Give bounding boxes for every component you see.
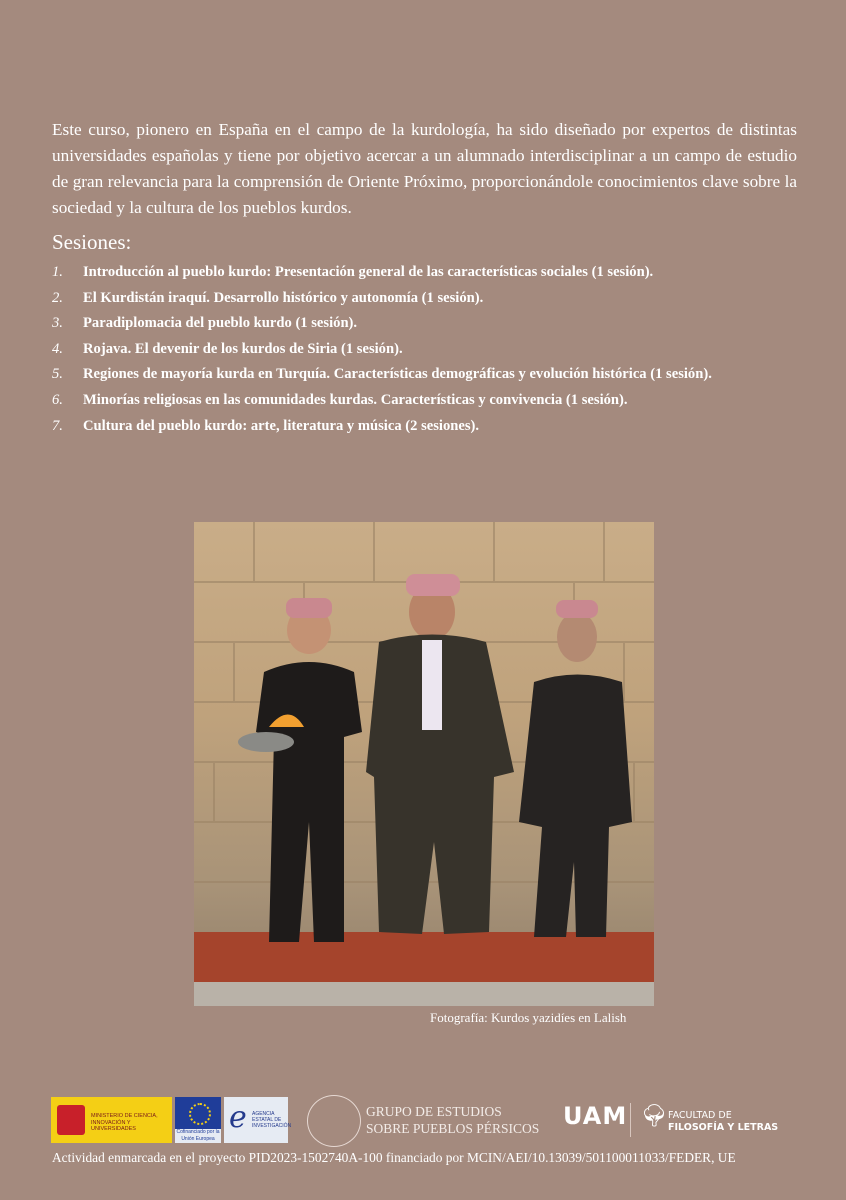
grupo-line1: GRUPO DE ESTUDIOS: [366, 1104, 502, 1119]
facultad-line2: FILOSOFÍA Y LETRAS: [668, 1122, 779, 1133]
intro-paragraph: Este curso, pionero en España en el campo de la kurdología, ha sido diseñado por expertos de distintas universidades españolas y tiene por objetivo acercar a un alumnado interdisciplinar a un campo de estudio de gran relevancia para la comprensión de Oriente Próximo, proporcionándole conocimientos clave sobre la sociedad y la cultura de los pueblos kurdos.: [52, 120, 797, 218]
session-item: [52, 418, 712, 444]
funding-footer: Actividad enmarcada en el proyecto PID2023-1502740A-100 financiado por MCIN/AEI/10.13039/501100011033/FEDER, UE: [52, 1150, 736, 1165]
session-text: Rojava. El devenir de los kurdos de Siria (1 sesión).: [83, 340, 403, 357]
eu-text: Cofinanciado por la Unión Europea: [176, 1129, 220, 1142]
session-text: El Kurdistán iraquí. Desarrollo histórico y autonomía (1 sesión).: [83, 289, 484, 306]
grupo-logo: [366, 1103, 539, 1137]
session-item: [52, 366, 712, 392]
session-text: Minorías religiosas en las comunidades kurdas. Características y convivencia (1 sesión).: [83, 391, 628, 408]
session-item: [52, 341, 712, 367]
facultad-line1: FACULTAD DE: [668, 1110, 732, 1121]
aei-logo: [224, 1097, 292, 1143]
session-number: 7.: [52, 417, 63, 434]
grupo-line2: SOBRE PUEBLOS PÉRSICOS: [366, 1121, 540, 1136]
session-number: 4.: [52, 340, 63, 357]
session-text: Introducción al pueblo kurdo: Presentación general de las características sociales (1 sesión).: [83, 264, 654, 280]
session-text: Cultura del pueblo kurdo: arte, literatura y música (2 sesiones).: [83, 417, 480, 434]
spain-coat-of-arms-icon: [57, 1105, 85, 1135]
grupo-seal-icon: [307, 1095, 361, 1147]
session-number: 3.: [52, 315, 63, 332]
session-number: 1.: [52, 264, 63, 280]
eu-logo: [175, 1097, 221, 1143]
sessions-list: [52, 264, 712, 443]
photo-kurdish-yazidis: [194, 522, 654, 1006]
eu-stars-icon: [189, 1103, 211, 1125]
session-item: [52, 315, 712, 341]
facultad-logo: [668, 1110, 778, 1134]
tree-icon: 🌳︎: [640, 1104, 668, 1129]
session-text: Regiones de mayoría kurda en Turquía. Características demográficas y evolución histórica (1 sesión).: [83, 366, 712, 383]
session-item: [52, 290, 712, 316]
aei-e-icon: e: [229, 1100, 247, 1135]
session-item: [52, 392, 712, 418]
ministerio-text: MINISTERIO DE CIENCIA, INNOVACIÓN Y UNIVERSIDADES: [91, 1113, 158, 1132]
session-text: Paradiplomacia del pueblo kurdo (1 sesión).: [83, 315, 358, 332]
photo-caption: Fotografía: Kurdos yazidíes en Lalish: [430, 1010, 627, 1025]
session-number: 5.: [52, 366, 63, 383]
logo-divider: [630, 1103, 631, 1137]
uam-logo: UAM: [563, 1102, 628, 1130]
aei-text: AGENCIA ESTATAL DE INVESTIGACIÓN: [252, 1111, 292, 1129]
sessions-heading: Sesiones:: [52, 230, 132, 254]
session-number: 6.: [52, 391, 63, 408]
ministerio-logo: [51, 1097, 172, 1143]
session-number: 2.: [52, 289, 63, 306]
session-item: [52, 264, 712, 290]
